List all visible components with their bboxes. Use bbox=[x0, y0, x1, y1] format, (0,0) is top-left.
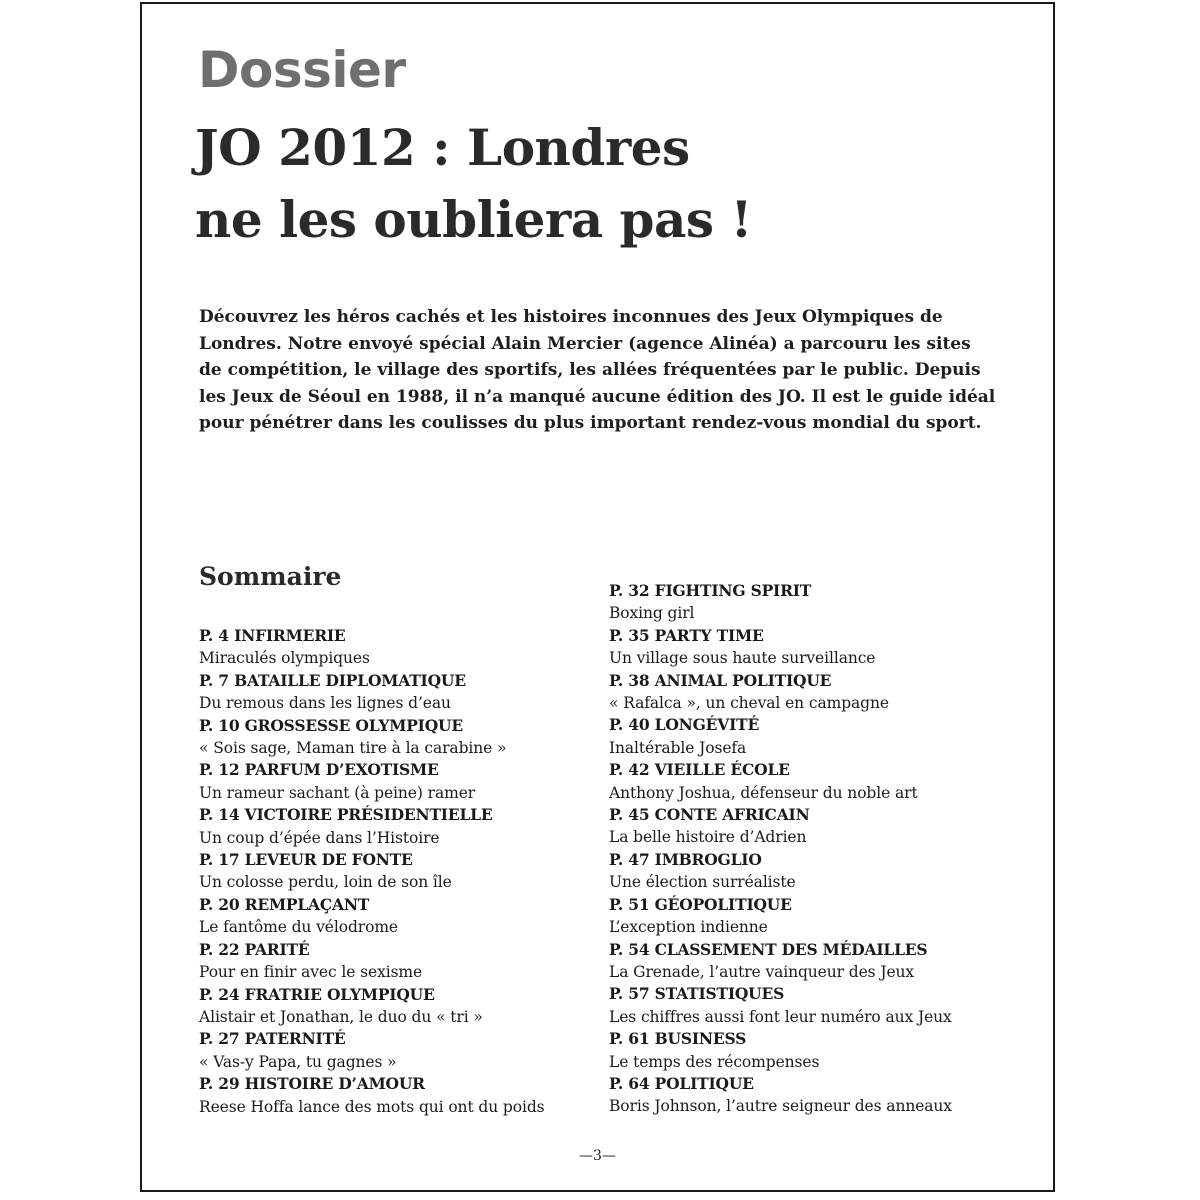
summary-entry bbox=[609, 849, 1009, 894]
summary-entry-heading: P. 64 POLITIQUE bbox=[609, 1073, 754, 1093]
page-title bbox=[195, 112, 752, 256]
summary-entry-heading: P. 32 FIGHTING SPIRIT bbox=[609, 581, 812, 600]
summary-title: Sommaire bbox=[199, 562, 342, 591]
title-line-1: JO 2012 : Londres bbox=[195, 118, 690, 177]
summary-entry bbox=[199, 984, 599, 1029]
summary-entry-heading: P. 61 BUSINESS bbox=[609, 1029, 747, 1049]
summary-entry-subtitle: Un rameur sachant (à peine) ramer bbox=[199, 783, 476, 802]
summary-entry-heading: P. 47 IMBROGLIO bbox=[609, 849, 762, 869]
summary-entry-subtitle: Un village sous haute surveillance bbox=[609, 649, 876, 668]
summary-entry bbox=[609, 804, 1009, 849]
summary-entry bbox=[609, 580, 1009, 625]
summary-entry bbox=[609, 939, 1009, 984]
summary-entry bbox=[609, 714, 1009, 759]
summary-entry bbox=[199, 804, 599, 849]
summary-entry-heading: P. 17 LEVEUR DE FONTE bbox=[199, 850, 413, 870]
summary-entry bbox=[199, 715, 599, 760]
summary-entry-subtitle: Reese Hoffa lance des mots qui ont du poids bbox=[199, 1097, 545, 1116]
summary-entry-heading: P. 24 FRATRIE OLYMPIQUE bbox=[199, 984, 435, 1004]
title-line-2: ne les oubliera pas ! bbox=[195, 190, 752, 249]
summary-entry-subtitle: La Grenade, l’autre vainqueur des Jeux bbox=[609, 962, 915, 981]
page-number: —3— bbox=[579, 1148, 616, 1164]
summary-entry-subtitle: Alistair et Jonathan, le duo du « tri » bbox=[199, 1007, 483, 1026]
summary-entry bbox=[609, 1073, 1009, 1118]
summary-entry-subtitle: Les chiffres aussi font leur numéro aux Jeux bbox=[609, 1007, 952, 1026]
summary-entry-subtitle: Pour en finir avec le sexisme bbox=[199, 963, 423, 982]
summary-entry-heading: P. 14 VICTOIRE PRÉSIDENTIELLE bbox=[199, 805, 493, 825]
summary-entry-subtitle: Un coup d’épée dans l’Histoire bbox=[199, 828, 440, 847]
summary-column-left bbox=[199, 625, 599, 1118]
section-kicker: Dossier bbox=[198, 41, 406, 99]
summary-entry-subtitle: Boris Johnson, l’autre seigneur des anneaux bbox=[609, 1097, 952, 1116]
summary-entry-heading: P. 35 PARTY TIME bbox=[609, 625, 764, 645]
summary-entry bbox=[609, 759, 1009, 804]
summary-entry-subtitle: Miraculés olympiques bbox=[199, 649, 370, 668]
summary-entry-subtitle: Le temps des récompenses bbox=[609, 1052, 820, 1071]
summary-entry-heading: P. 38 ANIMAL POLITIQUE bbox=[609, 670, 832, 690]
summary-entry-subtitle: Inaltérable Josefa bbox=[609, 738, 747, 757]
summary-entry-heading: P. 54 CLASSEMENT DES MÉDAILLES bbox=[609, 939, 928, 959]
document-page bbox=[140, 2, 1055, 1192]
summary-entry-subtitle: Une élection surréaliste bbox=[609, 873, 796, 892]
summary-entry bbox=[199, 759, 599, 804]
summary-entry bbox=[609, 894, 1009, 939]
summary-entry-heading: P. 7 BATAILLE DIPLOMATIQUE bbox=[199, 670, 466, 690]
summary-entry bbox=[199, 670, 599, 715]
summary-entry bbox=[609, 1028, 1009, 1073]
summary-entry bbox=[199, 894, 599, 939]
summary-entry-heading: P. 57 STATISTIQUES bbox=[609, 984, 785, 1004]
summary-entry-heading: P. 10 GROSSESSE OLYMPIQUE bbox=[199, 715, 463, 735]
summary-entry-subtitle: L’exception indienne bbox=[609, 918, 768, 937]
summary-entry bbox=[199, 625, 599, 670]
summary-entry bbox=[609, 983, 1009, 1028]
summary-entry bbox=[609, 625, 1009, 670]
summary-entry-subtitle: « Rafalca », un cheval en campagne bbox=[609, 694, 889, 713]
summary-entry bbox=[199, 1028, 599, 1073]
summary-entry-subtitle: Boxing girl bbox=[609, 604, 695, 623]
summary-entry-heading: P. 40 LONGÉVITÉ bbox=[609, 715, 760, 735]
summary-entry-subtitle: Un colosse perdu, loin de son île bbox=[199, 873, 452, 892]
summary-entry-heading: P. 22 PARITÉ bbox=[199, 939, 310, 959]
summary-entry bbox=[609, 670, 1009, 715]
summary-entry-heading: P. 51 GÉOPOLITIQUE bbox=[609, 894, 792, 914]
summary-entry-subtitle: Anthony Joshua, défenseur du noble art bbox=[609, 783, 918, 802]
summary-entry bbox=[199, 939, 599, 984]
summary-entry-subtitle: Le fantôme du vélodrome bbox=[199, 918, 398, 937]
summary-entry-subtitle: « Sois sage, Maman tire à la carabine » bbox=[199, 739, 507, 758]
intro-paragraph: Découvrez les héros cachés et les histoires inconnues des Jeux Olympiques de Londres. Notre envoyé spécial Alain Mercier (agence Alinéa) a parcouru les sites de compétition, le village des sportifs, les allées fréquentées par le public. Depuis les Jeux de Séoul en 1988, il n’a manqué aucune édition des JO. Il est le guide idéal pour pénétrer dans les coulisses du plus important rendez-vous mondial du sport. bbox=[199, 307, 996, 434]
summary-entry-heading: P. 29 HISTOIRE D’AMOUR bbox=[199, 1074, 425, 1094]
summary-entry-heading: P. 20 REMPLAÇANT bbox=[199, 894, 370, 914]
summary-entry bbox=[199, 1073, 599, 1118]
summary-entry bbox=[199, 849, 599, 894]
summary-entry-subtitle: Du remous dans les lignes d’eau bbox=[199, 694, 451, 713]
summary-entry-heading: P. 4 INFIRMERIE bbox=[199, 626, 346, 645]
summary-column-right bbox=[609, 580, 1009, 1118]
summary-entry-subtitle: La belle histoire d’Adrien bbox=[609, 828, 807, 847]
summary-entry-heading: P. 12 PARFUM D’EXOTISME bbox=[199, 760, 439, 780]
summary-entry-heading: P. 45 CONTE AFRICAIN bbox=[609, 805, 810, 825]
summary-entry-heading: P. 27 PATERNITÉ bbox=[199, 1029, 346, 1049]
summary-entry-subtitle: « Vas-y Papa, tu gagnes » bbox=[199, 1052, 397, 1071]
summary-entry-heading: P. 42 VIEILLE ÉCOLE bbox=[609, 760, 790, 780]
